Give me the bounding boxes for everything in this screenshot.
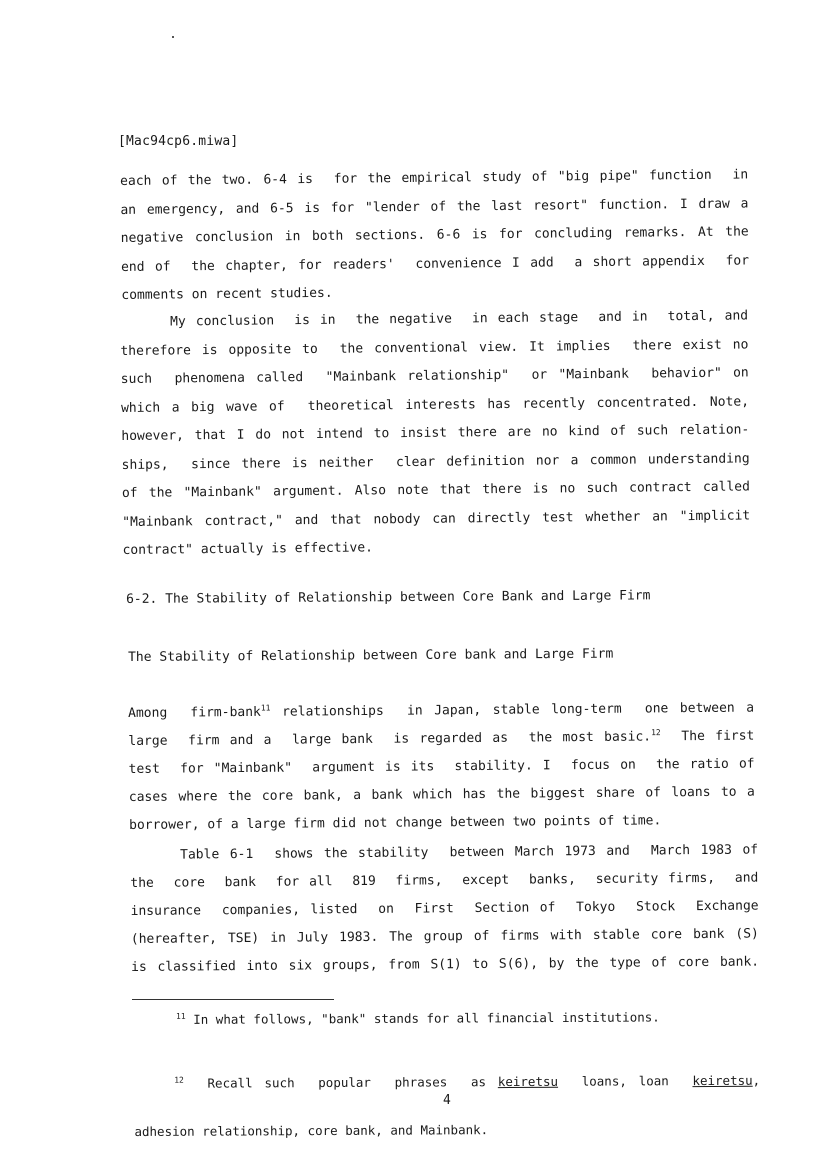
footnote-divider xyxy=(132,999,334,1000)
term-keiretsu: keiretsu xyxy=(497,1073,559,1090)
section-heading: 6-2. The Stability of Relationship between Core Bank and Large Firm xyxy=(126,588,651,607)
text-line: an emergency, and 6-5 is for "lender of the last resort" function. I draw a xyxy=(120,195,749,218)
text-line: is classified into six groups, from S(1) to S(6), by the type of core bank. xyxy=(131,954,760,975)
footnote-ref-12[interactable]: 12 xyxy=(651,728,661,738)
subsection-heading: The Stability of Relationship between Core bank and Large Firm xyxy=(128,646,614,665)
text-line: negative conclusion in both sections. 6-6 is for concluding remarks. At the xyxy=(120,224,749,246)
text-line: My conclusion is in the negative in each stage and in total, and xyxy=(170,308,749,330)
page-number: 4 xyxy=(443,1093,451,1108)
text-line: test for "Mainbank" argument is its stability. I focus on the ratio of xyxy=(128,756,755,777)
text-line: the core bank for all 819 firms, except banks, security firms, and xyxy=(130,870,759,891)
paragraph-table-6-1 xyxy=(130,837,759,982)
text-line: of the "Mainbank" argument. Also note that there is no such contract called xyxy=(121,479,750,501)
text-line: (hereafter, TSE) in July 1983. The group of firms with stable core bank (S) xyxy=(130,926,759,947)
footnote-11 xyxy=(176,1009,660,1027)
footnote-ref-11[interactable]: 11 xyxy=(260,703,271,713)
text-fragment: The first xyxy=(660,728,755,745)
text-line: "Mainbank contract," and that nobody can directly test whether an "implicit xyxy=(122,507,751,530)
text-line: however, that I do not intend to insist there are no kind of such relation- xyxy=(121,422,750,444)
text-line: insurance companies, listed on First Section of Tokyo Stock Exchange xyxy=(130,898,759,919)
text-line: Table 6-1 shows the stability between March 1973 and March 1983 of xyxy=(180,842,759,863)
text-line: which a big wave of theoretical interests has recently concentrated. Note, xyxy=(120,393,750,416)
footnote-line: adhesion relationship, core bank, and Mainbank. xyxy=(134,1122,489,1139)
footnote-mark: 12 xyxy=(174,1075,184,1085)
text-fragment: relationships in Japan, stable long-term one between a xyxy=(270,700,755,720)
text-line: end of the chapter, for readers' convenience I add a short appendix for xyxy=(120,252,750,275)
text-line: borrower, of a large firm did not change between two points of time. xyxy=(129,813,662,833)
footnote-mark: 11 xyxy=(175,1011,186,1021)
text-line: ships, since there is neither clear definition nor a common understanding xyxy=(121,450,750,473)
paragraph-intro-continuation xyxy=(120,161,749,310)
text-line: therefore is opposite to the conventional view. It implies there exist no xyxy=(120,336,749,359)
scan-speck xyxy=(172,36,174,38)
text-line: such phenomena called "Mainbank relationship" or "Mainbank behavior" on xyxy=(120,365,749,387)
text-line: contract" actually is effective. xyxy=(122,540,374,558)
text-line: each of the two. 6-4 is for the empirical study of "big pipe" function in xyxy=(120,167,749,189)
footnote-line xyxy=(134,1073,760,1092)
text-line: comments on recent studies. xyxy=(121,285,333,303)
footnote-text: In what follows, "bank" stands for all financial institutions. xyxy=(185,1009,660,1027)
file-tag: [Mac94cp6.miwa] xyxy=(118,134,239,149)
footnote-text: loans, loan xyxy=(557,1073,693,1089)
text-fragment: large firm and a large bank is regarded as the most basic. xyxy=(128,729,652,749)
paragraph-conclusion xyxy=(120,302,751,565)
term-keiretsu: keiretsu xyxy=(692,1072,753,1089)
text-line: cases where the core bank, a bank which has the biggest share of loans to a xyxy=(128,784,755,805)
text-fragment: Among firm-bank xyxy=(128,704,261,721)
paragraph-firm-bank xyxy=(128,695,755,840)
footnote-text: Recall such popular phrases as xyxy=(183,1074,498,1091)
footnote-text: , xyxy=(752,1072,761,1088)
